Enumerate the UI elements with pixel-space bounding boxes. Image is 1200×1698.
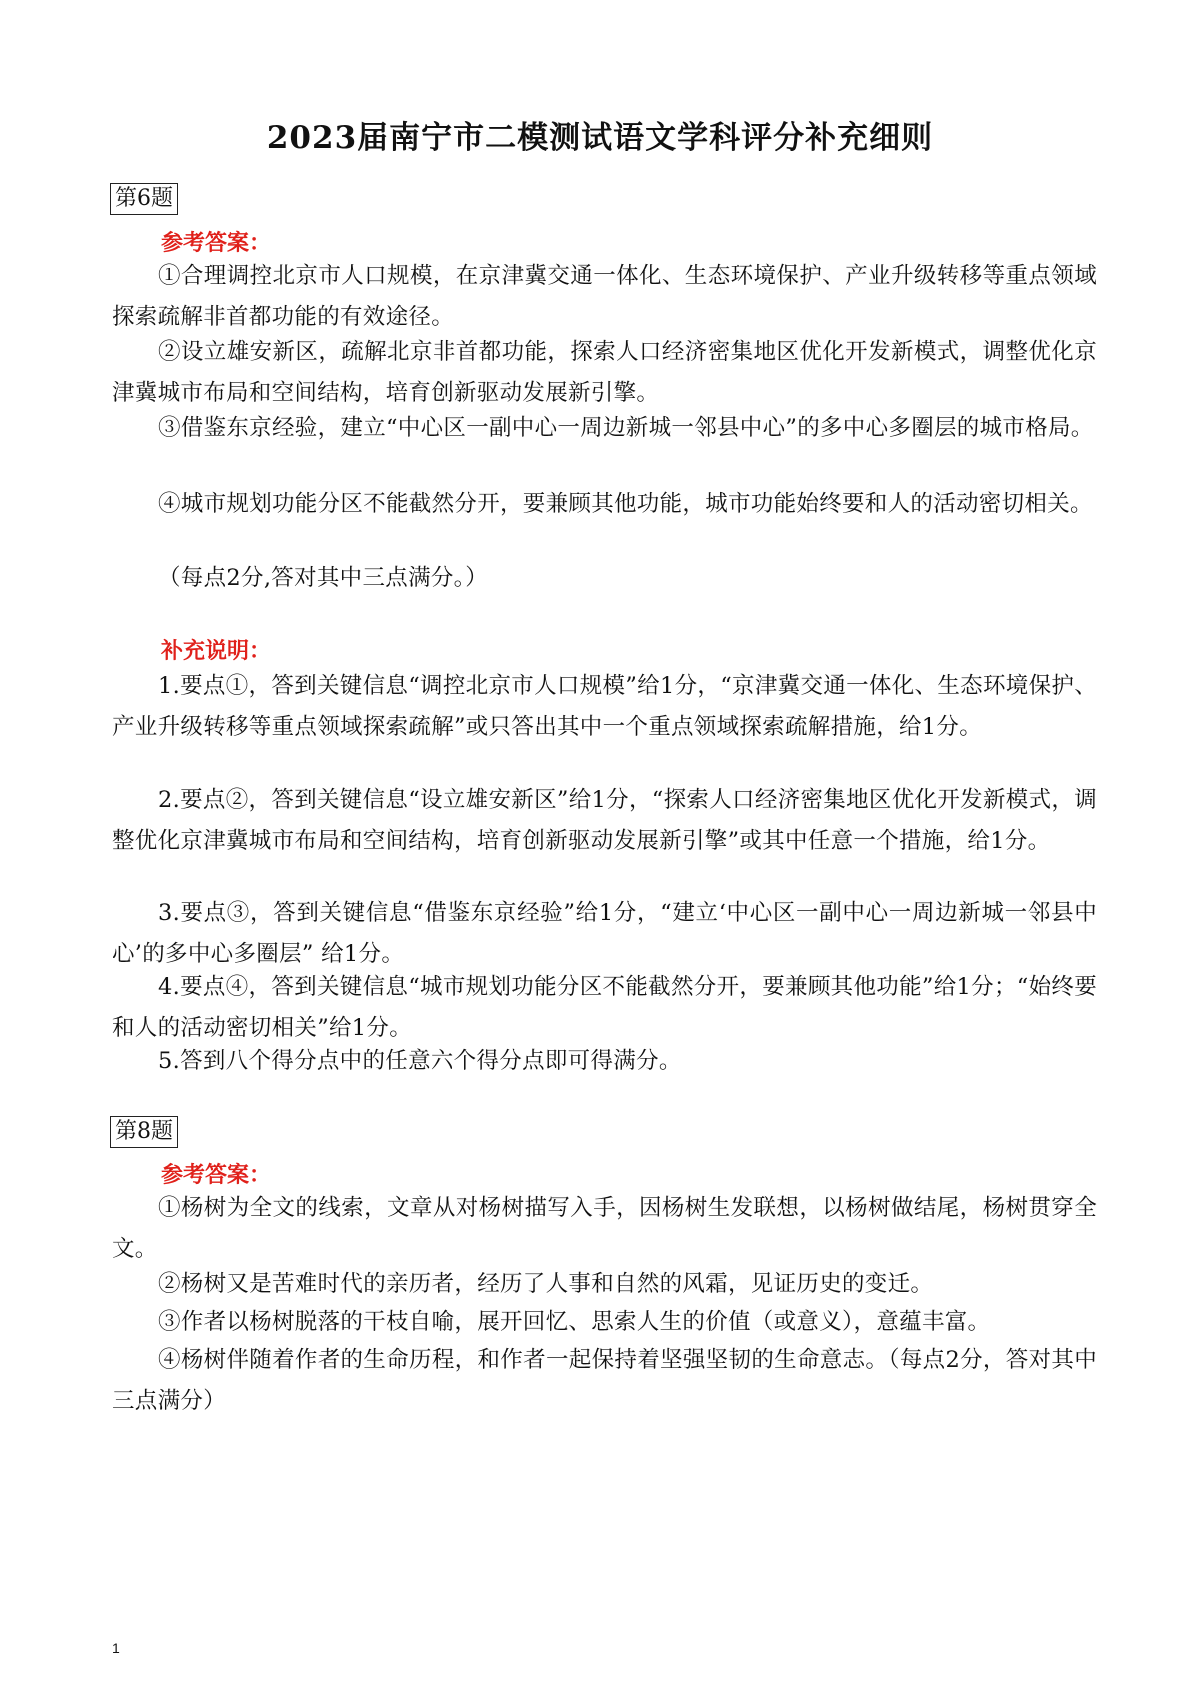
q6-answer-3: ③借鉴东京经验，建立“中心区一副中心一周边新城一邻县中心”的多中心多圈层的城市格局。 <box>158 415 1094 441</box>
q8-answer-4: ④杨树伴随着作者的生命历程，和作者一起保持着坚强坚韧的生命意志。（每点2分，答对其中三点满分） <box>112 1347 1097 1414</box>
q8-answer-1: ①杨树为全文的线索，文章从对杨树描写入手，因杨树生发联想，以杨树做结尾，杨树贯穿全文。 <box>112 1195 1097 1262</box>
q6-answer-2: ②设立雄安新区，疏解北京非首都功能，探索人口经济密集地区优化开发新模式，调整优化京津冀城市布局和空间结构，培育创新驱动发展新引擎。 <box>112 339 1097 406</box>
q8-answer-3: ③作者以杨树脱落的干枝自喻，展开回忆、思索人生的价值（或意义），意蕴丰富。 <box>158 1309 991 1335</box>
q8-answer-heading: 参考答案： <box>161 1162 272 1188</box>
q6-supplement-2: 2.要点②，答到关键信息“设立雄安新区”给1分，“探索人口经济密集地区优化开发新模式，调整优化京津冀城市布局和空间结构，培育创新驱动发展新引擎”或其中任意一个措施，给1分。 <box>112 787 1097 854</box>
q6-answer-heading: 参考答案： <box>161 230 272 256</box>
document-title: 2023届南宁市二模测试语文学科评分补充细则 <box>266 120 934 156</box>
q8-answer-2: ②杨树又是苦难时代的亲历者，经历了人事和自然的风霜，见证历史的变迁。 <box>158 1271 934 1297</box>
page-number: 1 <box>112 1640 120 1656</box>
q6-supplement-4: 4.要点④，答到关键信息“城市规划功能分区不能截然分开，要兼顾其他功能”给1分；“始终要和人的活动密切相关”给1分。 <box>112 974 1097 1041</box>
q6-answer-4: ④城市规划功能分区不能截然分开，要兼顾其他功能，城市功能始终要和人的活动密切相关。 <box>158 491 1093 517</box>
q6-answer-1: ①合理调控北京市人口规模，在京津冀交通一体化、生态环境保护、产业升级转移等重点领域探索疏解非首都功能的有效途径。 <box>112 263 1097 330</box>
q6-supplement-5: 5.答到八个得分点中的任意六个得分点即可得满分。 <box>158 1048 682 1074</box>
q6-supplement-3: 3.要点③，答到关键信息“借鉴东京经验”给1分，“建立‘中心区一副中心一周边新城一邻县中心’的多中心多圈层” 给1分。 <box>112 900 1097 967</box>
q6-score-note: （每点2分,答对其中三点满分。） <box>158 565 489 591</box>
q6-supplement-heading: 补充说明： <box>161 638 272 664</box>
question-6-label: 第6题 <box>110 183 178 215</box>
question-8-label: 第8题 <box>110 1116 178 1148</box>
q6-supplement-1: 1.要点①，答到关键信息“调控北京市人口规模”给1分，“京津冀交通一体化、生态环境保护、产业升级转移等重点领域探索疏解”或只答出其中一个重点领域探索疏解措施，给1分。 <box>112 673 1097 740</box>
